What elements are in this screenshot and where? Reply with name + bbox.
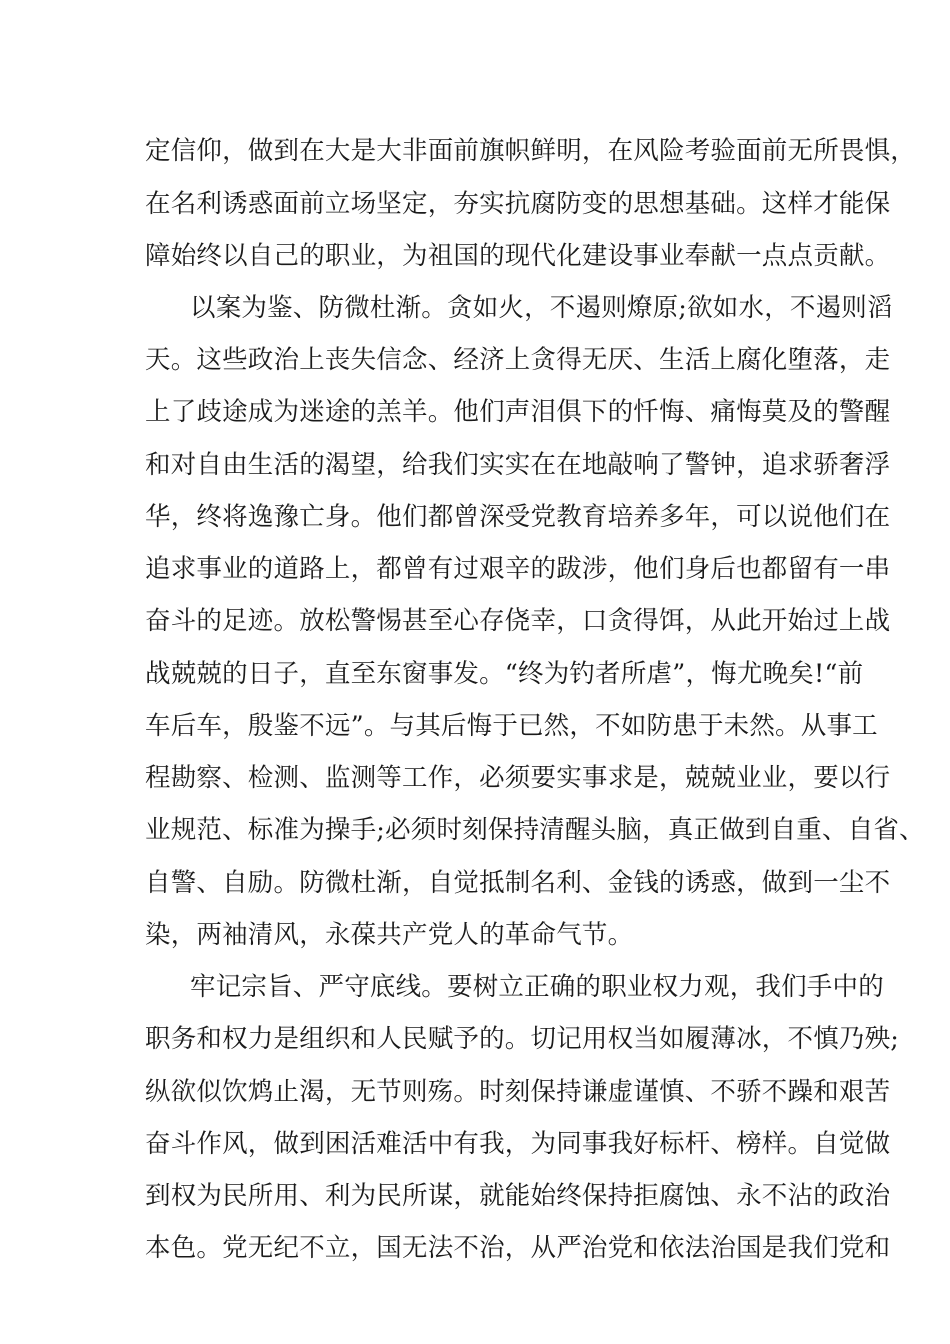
paragraph-line: 纵欲似饮鸩止渴，无节则殇。时刻保持谦虚谨慎、不骄不躁和艰苦 bbox=[145, 1077, 891, 1107]
paragraph-line: 业规范、标准为操手;必须时刻保持清醒头脑，真正做到自重、自省、 bbox=[145, 815, 925, 845]
paragraph-line: 职务和权力是组织和人民赋予的。切记用权当如履薄冰，不慎乃殃; bbox=[145, 1024, 900, 1054]
paragraph-line: 战兢兢的日子，直至东窗事发。“终为钓者所虐”，悔尤晚矣!“前 bbox=[145, 659, 864, 689]
paragraph-line: 以案为鉴、防微杜渐。贪如火，不遏则燎原;欲如水，不遏则滔 bbox=[190, 293, 893, 323]
paragraph-line: 障始终以自己的职业，为祖国的现代化建设事业奉献一点点贡献。 bbox=[145, 241, 891, 271]
paragraph-line: 上了歧途成为迷途的羔羊。他们声泪俱下的忏悔、痛悔莫及的警醒 bbox=[145, 397, 891, 427]
paragraph-line: 程勘察、检测、监测等工作，必须要实事求是，兢兢业业，要以行 bbox=[145, 763, 891, 793]
paragraph-line: 本色。党无纪不立，国无法不治，从严治党和依法治国是我们党和 bbox=[145, 1233, 891, 1263]
paragraph-line: 华，终将逸豫亡身。他们都曾深受党教育培养多年，可以说他们在 bbox=[145, 502, 891, 532]
paragraph-line: 奋斗作风，做到困活难活中有我，为同事我好标杆、榜样。自觉做 bbox=[145, 1129, 891, 1159]
paragraph-line: 和对自由生活的渴望，给我们实实在在地敲响了警钟，追求骄奢浮 bbox=[145, 450, 891, 480]
paragraph-line: 在名利诱惑面前立场坚定，夯实抗腐防变的思想基础。这样才能保 bbox=[145, 189, 891, 219]
paragraph-line: 到权为民所用、利为民所谋，就能始终保持拒腐蚀、永不沾的政治 bbox=[145, 1181, 891, 1211]
paragraph-line: 自警、自励。防微杜渐，自觉抵制名利、金钱的诱惑，做到一尘不 bbox=[145, 868, 891, 898]
paragraph-line: 车后车，殷鉴不远”。与其后悔于已然，不如防患于未然。从事工 bbox=[145, 711, 878, 741]
paragraph-line: 染，两袖清风，永葆共产党人的革命气节。 bbox=[145, 920, 634, 950]
paragraph-line: 牢记宗旨、严守底线。要树立正确的职业权力观，我们手中的 bbox=[190, 972, 884, 1002]
paragraph-line: 追求事业的道路上，都曾有过艰辛的跋涉，他们身后也都留有一串 bbox=[145, 554, 891, 584]
paragraph-line: 奋斗的足迹。放松警惕甚至心存侥幸，口贪得饵，从此开始过上战 bbox=[145, 606, 891, 636]
paragraph-line: 定信仰，做到在大是大非面前旗帜鲜明，在风险考验面前无所畏惧， bbox=[145, 136, 917, 166]
paragraph-line: 天。这些政治上丧失信念、经济上贪得无厌、生活上腐化堕落，走 bbox=[145, 345, 891, 375]
